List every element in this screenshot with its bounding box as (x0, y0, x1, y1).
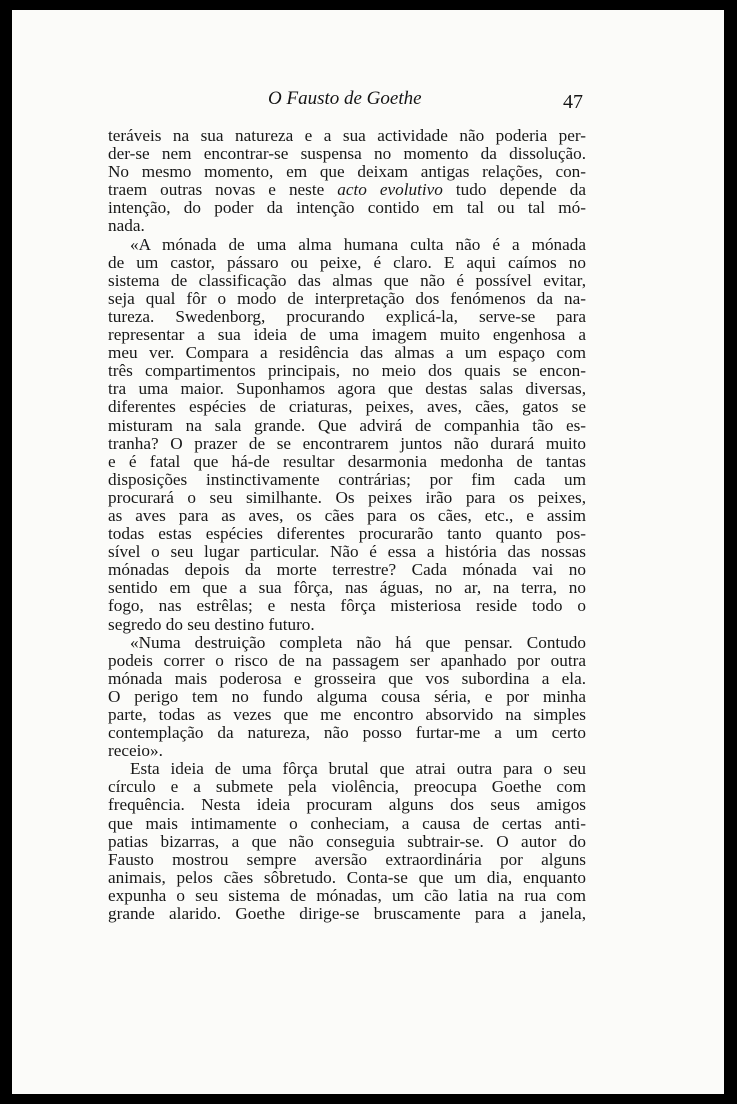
text-line (108, 181, 586, 199)
book-page (12, 10, 724, 1094)
text-line: representar a sua ideia de uma imagem muito engenhosa a (108, 326, 586, 345)
text-line: que mais intimamente o conheciam, a causa de certas anti- (108, 814, 586, 833)
text-line: frequência. Nesta ideia procuram alguns dos seus amigos (108, 796, 586, 815)
text-line: todas estas espécies diferentes procurarão tanto quanto pos- (108, 525, 586, 544)
text-line: parte, todas as vezes que me encontro absorvido na simples (108, 706, 586, 724)
text-line: O perigo tem no fundo alguma cousa séria, e por minha (108, 687, 586, 706)
text-line: as aves para as aves, os cães para os cães, etc., e assim (108, 506, 586, 525)
text-line: «Numa destruição completa não há que pensar. Contudo (130, 633, 586, 652)
text-segment: tudo depende da (442, 181, 586, 200)
text-line: tranha? O prazer de se encontrarem juntos não durará muito (108, 434, 586, 453)
text-line: disposições instinctivamente contrárias; por fim cada um (108, 470, 586, 489)
text-line: seja qual fôr o modo de interpretação dos fenómenos da na- (108, 289, 586, 308)
body-text (108, 127, 586, 923)
text-line: tra uma maior. Suponhamos agora que destas salas diversas, (108, 380, 586, 399)
text-line: contemplação da natureza, não posso furtar-me a um certo (108, 724, 586, 743)
text-line: teráveis na sua natureza e a sua actividade não poderia per- (108, 127, 586, 145)
text-line: fogo, nas estrêlas; e nesta fôrça misteriosa reside todo o (108, 597, 586, 616)
page-number: 47 (563, 91, 583, 113)
text-line: misturam na sala grande. Que advirá de companhia tão es- (108, 416, 586, 435)
text-line: tureza. Swedenborg, procurando explicá-la, serve-se para (108, 307, 586, 326)
text-line: segredo do seu destino futuro. (108, 615, 315, 634)
text-line: Fausto mostrou sempre aversão extraordinária por alguns (108, 850, 586, 869)
text-line: patias bizarras, a que não conseguia subtrair-se. O autor do (108, 832, 586, 851)
text-line: receio». (108, 742, 163, 761)
text-line: animais, pelos cães sôbretudo. Conta-se que um dia, enquanto (108, 868, 586, 887)
text-line: meu ver. Compara a residência das almas a um espaço com (108, 344, 586, 363)
text-line: Esta ideia de uma fôrça brutal que atrai outra para o seu (130, 760, 586, 779)
text-line: No mesmo momento, em que deixam antigas relações, con- (108, 163, 586, 182)
text-line: mónada mais poderosa e grosseira que vos subordina a ela. (108, 669, 586, 688)
page-header (12, 88, 724, 118)
text-line: podeis correr o risco de na passagem ser apanhado por outra (108, 651, 586, 670)
text-line: grande alarido. Goethe dirige-se bruscamente para a janela, (108, 905, 586, 924)
italic-phrase: acto evolutivo (337, 181, 443, 200)
text-line: sível o seu lugar particular. Não é essa a história das nossas (108, 543, 586, 562)
text-line: der-se nem encontrar-se suspensa no momento da dissolução. (108, 145, 586, 164)
text-line: sistema de classificação das almas que não é possível evitar, (108, 271, 586, 290)
text-line: nada. (108, 217, 145, 236)
text-segment: traem outras novas e neste (108, 181, 338, 200)
text-line: mónadas depois da morte terrestre? Cada mónada vai no (108, 561, 586, 580)
text-line: procurará o seu similhante. Os peixes irão para os peixes, (108, 488, 586, 507)
text-line: expunha o seu sistema de mónadas, um cão latia na rua com (108, 886, 586, 905)
text-line: três compartimentos principais, no meio dos quais se encon- (108, 362, 586, 381)
text-line: círculo e a submete pela violência, preocupa Goethe com (108, 778, 586, 797)
text-line: «A mónada de uma alma humana culta não é a mónada (130, 235, 586, 254)
text-line: sentido em que a sua fôrça, nas águas, no ar, na terra, no (108, 579, 586, 598)
running-title: O Fausto de Goethe (268, 88, 422, 109)
text-line: intenção, do poder da intenção contido em tal ou tal mó- (108, 199, 586, 218)
text-line: diferentes espécies de criaturas, peixes, aves, cães, gatos se (108, 398, 586, 417)
text-line: de um castor, pássaro ou peixe, é claro. E aqui caímos no (108, 253, 586, 272)
text-line: e é fatal que há-de resultar desarmonia medonha de tantas (108, 452, 586, 471)
